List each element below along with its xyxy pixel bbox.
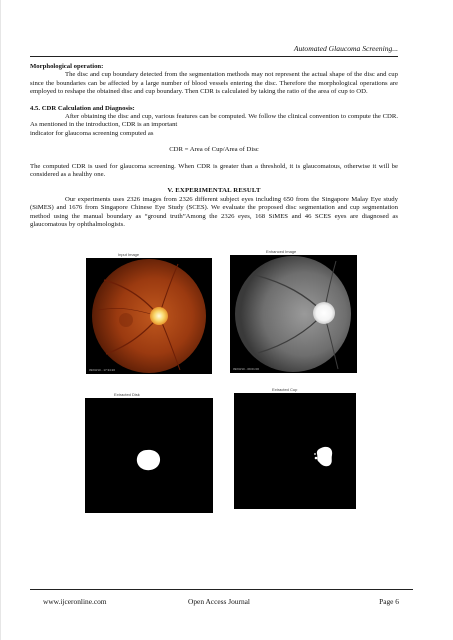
extracted-disk-svg	[85, 398, 213, 513]
footer-website: www.ijceronline.com	[43, 597, 107, 606]
enhanced-fundus-image	[230, 255, 357, 373]
input-image-label: Input Image	[118, 252, 140, 257]
extracted-cup-svg	[234, 393, 356, 509]
running-header: Automated Glaucoma Screening...	[293, 44, 398, 53]
extracted-disk-image	[85, 398, 213, 513]
cdr-formula: CDR = Area of Cup/Area of Disc	[169, 146, 259, 154]
extracted-cup-image	[234, 393, 356, 509]
experimental-paragraph: Our experiments uses 2326 images from 2326 different subject eyes including 650 from the Singapore Malay Eye study (SiMES) and 1676 from Singapore Chinese Eye Study (SCES). We evaluate the proposed disc segmentation and cup segmentation method using the manual boundary as “ground truth”Among the 2326 eyes, 168 SiMES and 46 SCES eyes are diagnosed as glaucomatous by ophthalmologists.	[30, 195, 398, 229]
input-fundus-svg	[86, 258, 212, 374]
cdr-heading: 4.5. CDR Calculation and Diagnosis:	[30, 104, 135, 112]
footer-journal: Open Access Journal	[188, 597, 250, 606]
morph-paragraph: The disc and cup boundary detected from the segmentation methods may not represent the actual shape of the disc and cup since the boundaries can be affected by a large number of blood vessels entering the disc. Therefore the morphological operations are employed to reshape the obtained disc and cup boundary. Then CDR is calculated by taking the ratio of the area of cup to OD.	[30, 71, 398, 96]
extracted-cup-label: Extracted Cup	[272, 387, 298, 392]
cdr-paragraph-1: After obtaining the disc and cup, various features can be computed. We follow the clinical convention to compute the CDR. As mentioned in the introduction, CDR is an important	[30, 113, 398, 129]
experimental-heading: V. EXPERIMENTAL RESULT	[167, 187, 261, 195]
enhanced-fundus-svg	[230, 255, 357, 373]
morph-heading: Morphological operation:	[30, 63, 104, 70]
footer-rule	[30, 589, 413, 590]
cdr-paragraph-2: indicator for glaucoma screening computed as	[30, 129, 154, 137]
body-text	[30, 63, 398, 230]
input-image-stamp: 09/03/10 - 17:34:20	[89, 368, 116, 372]
extracted-disk-label: Extracted Disk	[114, 392, 140, 397]
footer-page-number: Page 6	[379, 597, 399, 606]
enhanced-image-label: Enhanced Image	[266, 249, 297, 254]
enhanced-image-stamp: 09/03/10 - 09:01:00	[233, 367, 260, 371]
header-rule	[30, 56, 398, 57]
input-fundus-image	[86, 258, 212, 374]
cdr-paragraph-3: The computed CDR is used for glaucoma screening. When CDR is greater than a threshold, it is glaucomatous, otherwise it will be considered as a healthy one.	[30, 162, 398, 179]
